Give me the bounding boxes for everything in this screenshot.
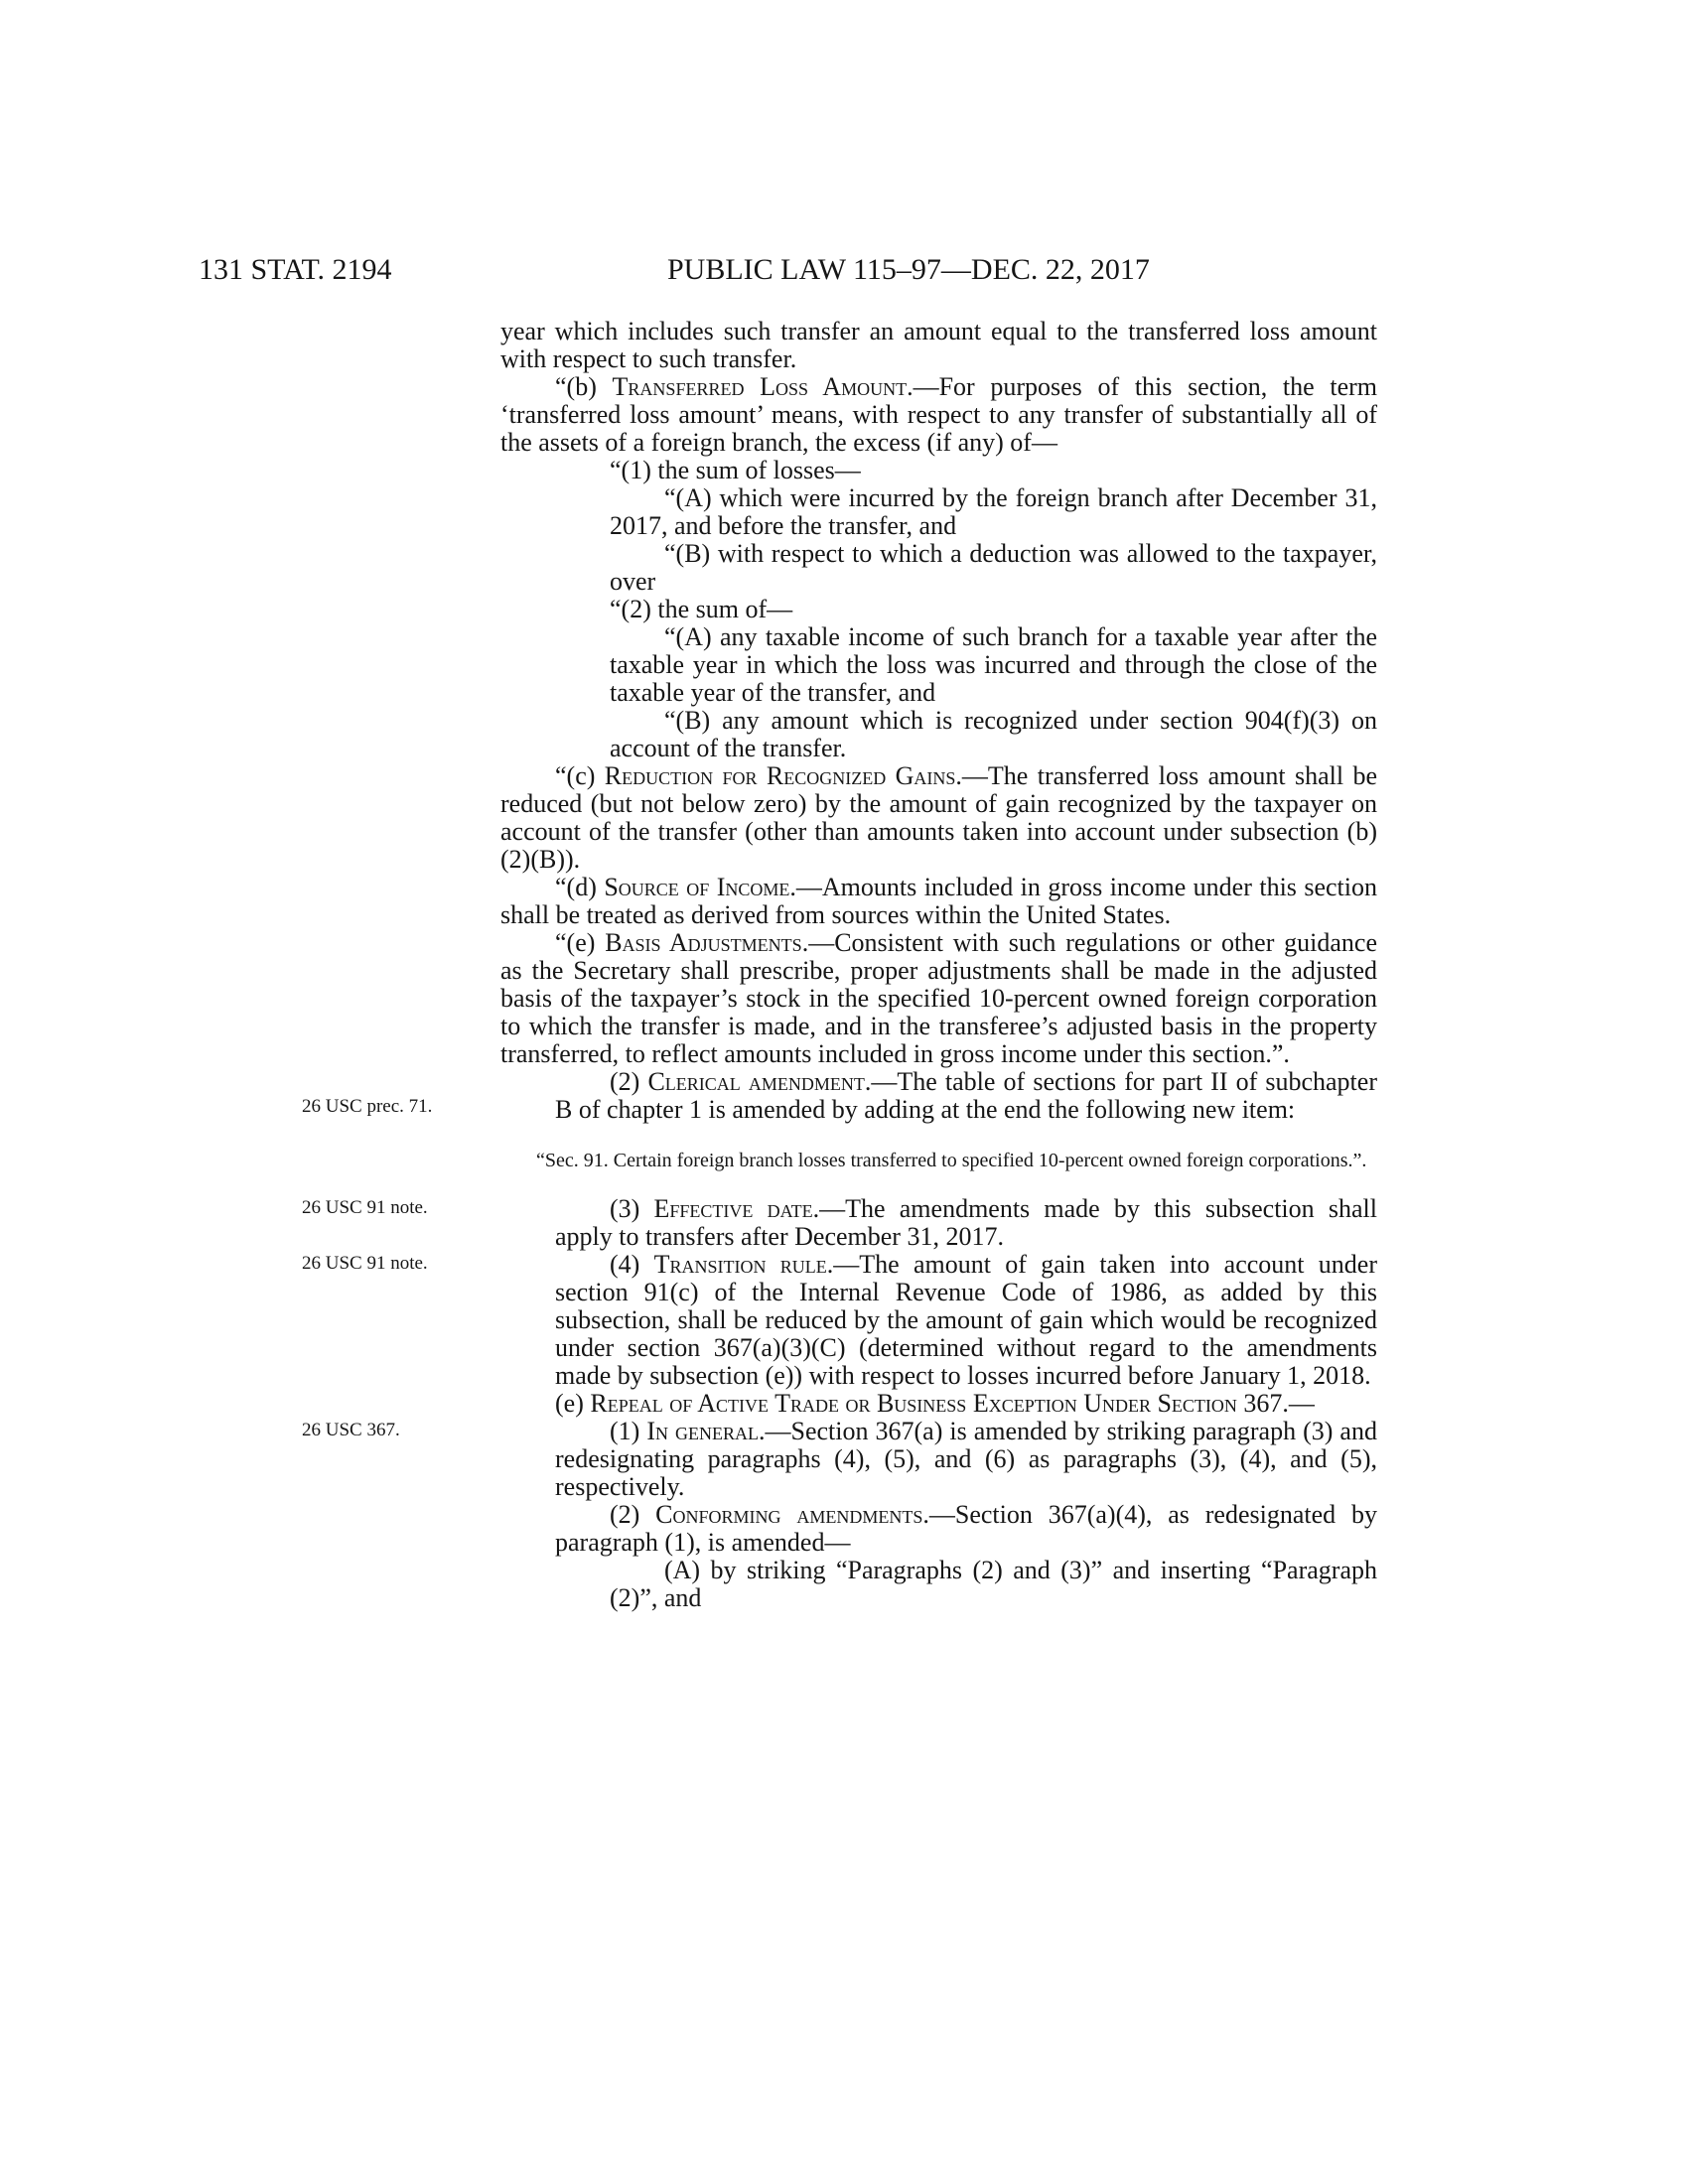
paragraph-b1: “(1) the sum of losses— xyxy=(610,456,861,484)
transition-rule-text: .—The amount of gain taken into account under section 91(c) of the Internal Revenue Code of 1986, as added by this subsection, shall be reduced by the amount of gain which would be recognized under section 367(a)(3)(C) (determined without regard to the amendments made by subsection (e)) with respect to losses incurred before January 1, 2018. xyxy=(555,1250,1377,1390)
subparagraph-b2b: “(B) any amount which is recognized under section 904(f)(3) on account of the transfer. xyxy=(610,706,1377,762)
law-title: PUBLIC LAW 115–97—DEC. 22, 2017 xyxy=(667,253,1150,286)
page-header xyxy=(0,250,1688,290)
subsection-e-basis xyxy=(500,929,1377,1068)
subsection-c-heading: Reduction for Recognized Gains xyxy=(604,761,956,790)
subsection-e-number: “(e) xyxy=(555,928,606,957)
conforming-text: .—Section 367(a)(4), as redesignated by paragraph (1), is amended— xyxy=(555,1500,1377,1557)
subsection-c-number: “(c) xyxy=(555,761,605,790)
transition-rule xyxy=(302,1250,1377,1390)
subsection-c-text: .—The transferred loss amount shall be reduced (but not below zero) by the amount of gain recognized by the taxpayer on account of the transfer (other than amounts taken into account under subsection (b)(2)(B)). xyxy=(500,761,1377,874)
repeal-heading: Repeal of Active Trade or Business Exception Under Section 367 xyxy=(590,1389,1283,1418)
in-general-number: (1) xyxy=(610,1417,647,1445)
subsection-b xyxy=(500,373,1377,457)
table-of-sections-item: “Sec. 91. Certain foreign branch losses transferred to specified 10-percent owned foreign corporations.”. xyxy=(536,1150,1367,1171)
paragraph-continuation: year which includes such transfer an amount equal to the transferred loss amount with respect to such transfer. xyxy=(500,317,1377,373)
clerical-amendment xyxy=(302,1067,1377,1124)
subsection-c xyxy=(500,762,1377,874)
conforming-number: (2) xyxy=(610,1500,656,1529)
subsection-b-heading: Transferred Loss Amount xyxy=(612,372,908,401)
subsection-d-number: “(d) xyxy=(555,873,605,901)
margin-note-prec-71: 26 USC prec. 71. xyxy=(302,1096,433,1117)
subsection-d-heading: Source of Income xyxy=(604,873,790,901)
subsection-b-text: .—For purposes of this section, the term ‘transferred loss amount’ means, with respect to any transfer of substantially all of the assets of a foreign branch, the excess (if any) of— xyxy=(500,372,1377,457)
paragraph-b2: “(2) the sum of— xyxy=(610,595,793,623)
subsection-e-repeal xyxy=(500,1390,1377,1418)
conforming-amendments xyxy=(500,1501,1377,1557)
margin-note-367: 26 USC 367. xyxy=(302,1420,400,1440)
effective-date-number: (3) xyxy=(610,1194,654,1223)
transition-rule-number: (4) xyxy=(610,1250,654,1279)
effective-date-text: .—The amendments made by this subsection shall apply to transfers after December 31, 2017. xyxy=(555,1194,1377,1251)
clerical-number: (2) xyxy=(610,1067,648,1096)
repeal-dash: .— xyxy=(1282,1389,1315,1418)
transition-rule-heading: Transition rule xyxy=(653,1250,827,1279)
conforming-subparagraph-a: (A) by striking “Paragraphs (2) and (3)” and inserting “Paragraph (2)”, and xyxy=(610,1556,1377,1612)
subparagraph-b2a: “(A) any taxable income of such branch for a taxable year after the taxable year in which the loss was incurred and through the close of the taxable year of the transfer, and xyxy=(610,622,1377,707)
subsection-e-heading: Basis Adjustments xyxy=(605,928,802,957)
clerical-heading: Clerical amendment xyxy=(647,1067,865,1096)
margin-note-91-note-2: 26 USC 91 note. xyxy=(302,1253,428,1274)
subsection-e-text: .—Consistent with such regulations or other guidance as the Secretary shall prescribe, proper adjustments shall be made in the adjusted basis of the taxpayer’s stock in the specified 10-percent owned foreign corporation to which the transfer is made, and in the transferee’s adjusted basis in the property transferred, to reflect amounts included in gross income under this section.”. xyxy=(500,928,1377,1068)
clerical-text: .—The table of sections for part II of subchapter B of chapter 1 is amended by adding at the end the following new item: xyxy=(555,1067,1377,1124)
subsection-d-text: .—Amounts included in gross income under this section shall be treated as derived from sources within the United States. xyxy=(500,873,1378,929)
document-body xyxy=(302,317,1378,1612)
repeal-in-general xyxy=(302,1417,1377,1501)
conforming-heading: Conforming amendments xyxy=(655,1500,923,1529)
margin-note-91-note-1: 26 USC 91 note. xyxy=(302,1197,428,1218)
subparagraph-b1a: “(A) which were incurred by the foreign branch after December 31, 2017, and before the transfer, and xyxy=(610,483,1377,540)
in-general-heading: In general xyxy=(646,1417,760,1445)
subsection-d xyxy=(500,874,1377,929)
subparagraph-b1b: “(B) with respect to which a deduction was allowed to the taxpayer, over xyxy=(610,539,1377,596)
subsection-b-number: “(b) xyxy=(555,372,613,401)
effective-date xyxy=(302,1194,1377,1251)
in-general-text: .—Section 367(a) is amended by striking paragraph (3) and redesignating paragraphs (4), (5), and (6) as paragraphs (3), (4), and (5), respectively. xyxy=(555,1417,1377,1501)
effective-date-heading: Effective date xyxy=(653,1194,813,1223)
stat-reference: 131 STAT. 2194 xyxy=(199,253,392,286)
repeal-number: (e) xyxy=(555,1389,591,1418)
